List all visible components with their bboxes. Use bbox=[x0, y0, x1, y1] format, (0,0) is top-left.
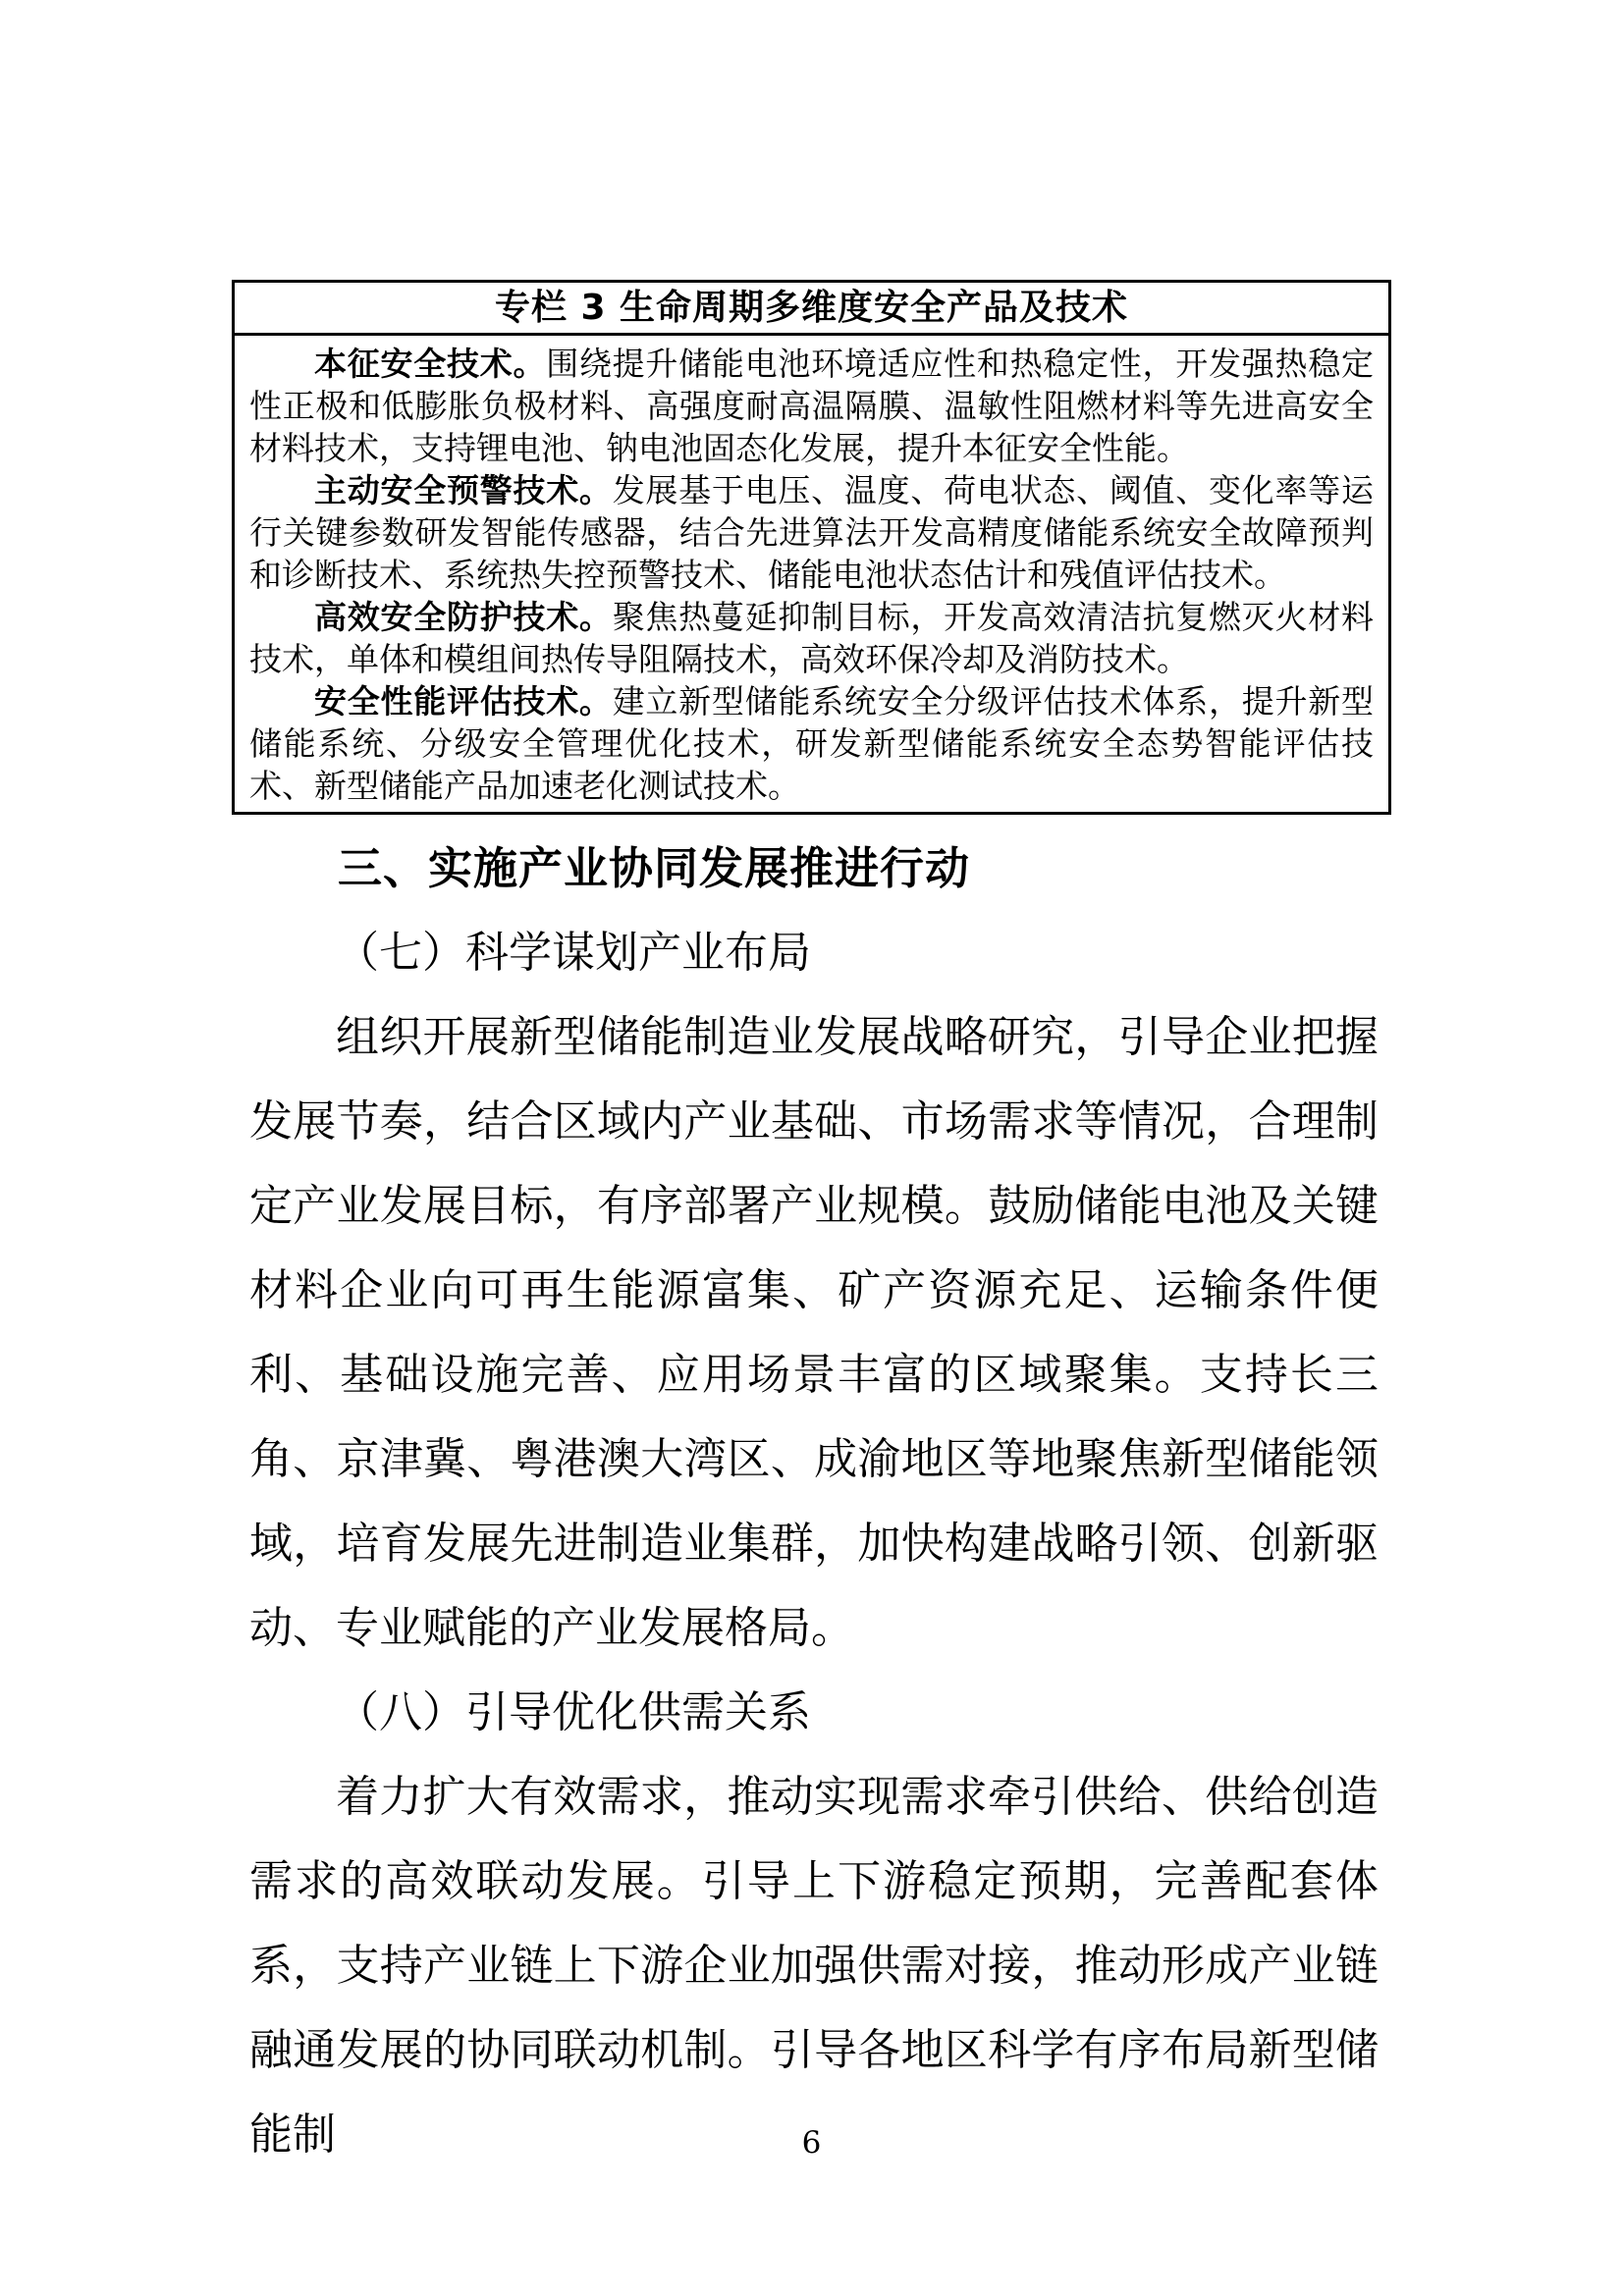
box-paragraph-protection bbox=[249, 596, 1374, 680]
box-paragraph-lead: 安全性能评估技术。 bbox=[314, 682, 613, 721]
document-content bbox=[232, 280, 1391, 2177]
paragraph-7: 组织开展新型储能制造业发展战略研究，引导企业把握发展节奏，结合区域内产业基础、市场需求等情况，合理制定产业发展目标，有序部署产业规模。鼓励储能电池及关键材料企业向可再生能源富集、矿产资源充足、运输条件便利、基础设施完善、应用场景丰富的区域聚集。支持长三角、京津冀、粤港澳大湾区、成渝地区等地聚焦新型储能领域，培育发展先进制造业集群，加快构建战略引领、创新驱动、专业赋能的产业发展格局。 bbox=[249, 1012, 1379, 1653]
box-paragraph-text: 发展基于电压、温度、荷电状态、阈值、变化率等运行关键参数研发智能传感器，结合先进算法开发高精度储能系统安全故障预判和诊断技术、系统热失控预警技术、储能电池状态估计和残值评估技术。 bbox=[249, 471, 1375, 594]
box-paragraph-text: 建立新型储能系统安全分级评估技术体系，提升新型储能系统、分级安全管理优化技术，研发新型储能系统安全态势智能评估技术、新型储能产品加速老化测试技术。 bbox=[249, 682, 1375, 805]
box-paragraph-text: 围绕提升储能电池环境适应性和热稳定性，开发强热稳定性正极和低膨胀负极材料、高强度耐高温隔膜、温敏性阻燃材料等先进高安全材料技术，支持锂电池、钠电池固态化发展，提升本征安全性能。 bbox=[249, 345, 1375, 467]
box-paragraph-lead: 本征安全技术。 bbox=[314, 345, 547, 383]
page-number: 6 bbox=[801, 2125, 822, 2161]
paragraph-8: 着力扩大有效需求，推动实现需求牵引供给、供给创造需求的高效联动发展。引导上下游稳定预期，完善配套体系，支持产业链上下游企业加强供需对接，推动形成产业链融通发展的协同联动机制。引导各地区科学有序布局新型储能制 bbox=[249, 1772, 1379, 2160]
callout-box bbox=[232, 280, 1391, 815]
box-paragraph-evaluation bbox=[249, 680, 1374, 807]
box-paragraph-text: 聚焦热蔓延抑制目标，开发高效清洁抗复燃灭火材料技术，单体和模组间热传导阻隔技术，高效环保冷却及消防技术。 bbox=[249, 598, 1375, 678]
section-heading: 三、实施产业协同发展推进行动 bbox=[338, 842, 971, 894]
box-paragraph-early-warning bbox=[249, 469, 1374, 596]
box-paragraph-lead: 高效安全防护技术。 bbox=[314, 598, 613, 636]
body-text bbox=[232, 827, 1391, 2177]
subsection-heading-8: （八）引导优化供需关系 bbox=[336, 1687, 811, 1737]
callout-box-title: 专栏 3 生命周期多维度安全产品及技术 bbox=[235, 283, 1388, 336]
box-paragraph-intrinsic-safety bbox=[249, 343, 1374, 469]
callout-box-body bbox=[235, 336, 1388, 812]
box-paragraph-lead: 主动安全预警技术。 bbox=[314, 471, 613, 509]
subsection-heading-7: （七）科学谋划产业布局 bbox=[336, 928, 811, 978]
